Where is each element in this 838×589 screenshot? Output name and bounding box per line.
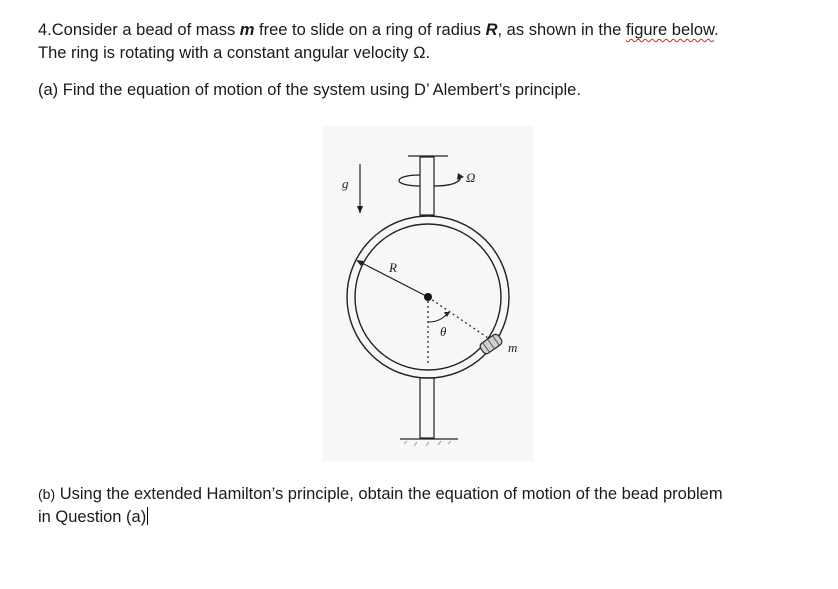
bead-on-ring-figure: [322, 126, 534, 462]
var-mass: m: [239, 21, 255, 39]
gravity-label: g: [342, 176, 349, 191]
part-b-line-2: in Question (a): [38, 508, 147, 526]
mass-label: m: [508, 340, 518, 355]
radius-label: R: [389, 260, 397, 275]
intro-text-3: , as shown in the: [497, 21, 626, 39]
theta-label: θ: [440, 324, 447, 339]
question-intro: [38, 19, 719, 65]
part-b-text: Using the extended Hamilton’s principle, obtain the equation of motion of the bead problem: [55, 485, 723, 503]
spellcheck-flagged-text[interactable]: figure below: [625, 21, 714, 39]
part-a-text: (a) Find the equation of motion of the system using D’ Alembert’s principle.: [38, 81, 581, 99]
part-a: [38, 79, 581, 102]
intro-text-4: .: [714, 21, 719, 39]
intro-text-1: 4.Consider a bead of mass: [38, 21, 240, 39]
part-b: [38, 483, 723, 529]
intro-text-2: free to slide on a ring of radius: [254, 21, 486, 39]
text-cursor: [147, 507, 148, 525]
intro-line-2: The ring is rotating with a constant angular velocity Ω.: [38, 44, 431, 62]
omega-label: Ω: [466, 170, 476, 185]
part-b-label: (b): [38, 486, 56, 502]
var-radius: R: [485, 21, 498, 39]
